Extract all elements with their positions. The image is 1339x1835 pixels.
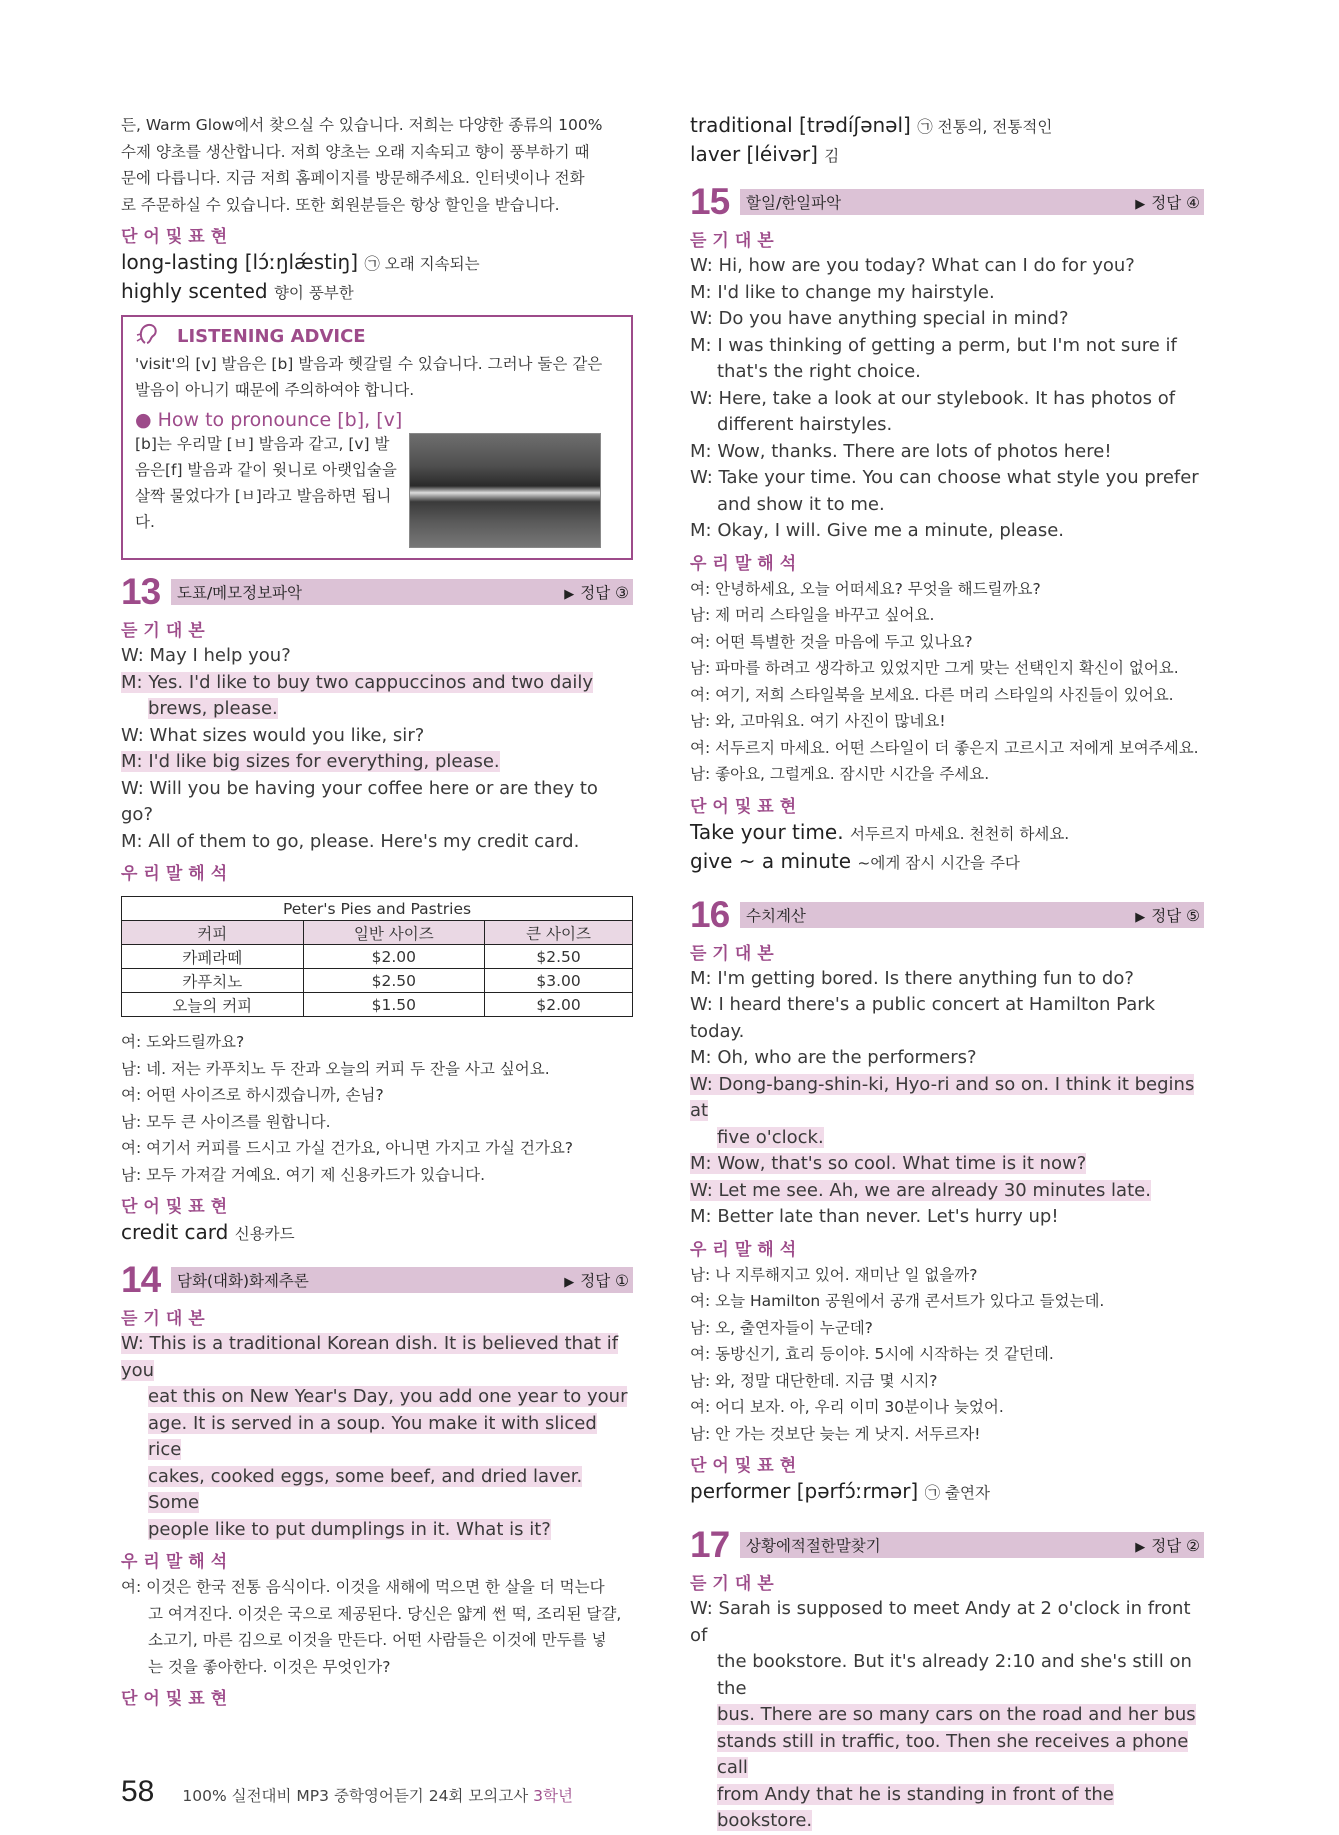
script-line: M: Yes. I'd like to buy two cappuccinos and two daily [121, 671, 594, 693]
translation-line: 소고기, 마른 김으로 이것을 만든다. 어떤 사람들은 이것에 만두를 넣 [148, 1631, 607, 1649]
table-cell: $2.50 [303, 969, 485, 993]
translation-line: 남: 안 가는 것보단 늦는 게 낫지. 서두르자! [690, 1424, 981, 1443]
translation-line: 남: 모두 큰 사이즈를 원합니다. [121, 1112, 331, 1131]
answer-badge: ▶ 정답 ③ [564, 584, 629, 602]
price-table [121, 896, 633, 1017]
table-header-row [122, 921, 633, 945]
script-line: W: Dong-bang-shin-ki, Hyo-ri and so on. I think it begins at [690, 1073, 1195, 1121]
script-line: W: This is a traditional Korean dish. It is believed that if you [121, 1333, 619, 1381]
translation-label: 우리말해석 [121, 864, 234, 884]
translation-line: 여: 안녕하세요, 오늘 어떠세요? 무엇을 해드릴까요? [690, 579, 1041, 598]
text-line: 음은[f] 발음과 같이 윗니로 아랫입술을 [135, 461, 397, 479]
question-header-13 [121, 571, 633, 612]
question-topic-bar [740, 1532, 1204, 1558]
page-number: 58 [121, 1775, 155, 1808]
script-label: 듣기대본 [690, 1574, 780, 1594]
script-line: M: I'm getting bored. Is there anything fun to do? [690, 967, 1134, 989]
answer-badge: ▶ 정답 ⑤ [1135, 906, 1200, 925]
text-line: 다. [135, 513, 155, 531]
script-line: W: Sarah is supposed to meet Andy at 2 o'clock in front of [690, 1598, 1191, 1646]
table-header: 커피 [122, 921, 304, 945]
script-line: people like to put dumplings in it. What is it? [148, 1518, 551, 1540]
script-line: W: Will you be having your coffee here or are they to go? [121, 777, 598, 825]
text-line: 살짝 물었다가 [ㅂ]라고 발음하면 됩니 [135, 487, 392, 505]
script-line: bus. There are so many cars on the road and her bus [717, 1704, 1196, 1725]
table-row [122, 945, 633, 969]
script-label: 듣기대본 [121, 621, 211, 641]
table-cell: 카푸치노 [122, 969, 304, 993]
question-header-15 [690, 181, 1204, 222]
table-cell: $2.00 [303, 945, 485, 969]
triangle-icon: ▶ [1135, 1540, 1146, 1555]
vocab-item: traditional [trədíʃənəl] ㉠ 전통의, 전통적인 [690, 113, 1053, 137]
vocab-item: performer [pərfɔ́ːrmər] ㉠ 출연자 [690, 1479, 990, 1503]
vocab-item: Take your time. 서두르지 마세요. 천천히 하세요. [690, 819, 1070, 844]
script-line: M: Okay, I will. Give me a minute, please. [690, 520, 1065, 541]
translation-line: 남: 와, 고마워요. 여기 사진이 많네요! [690, 712, 946, 730]
triangle-icon: ▶ [1135, 197, 1146, 212]
table-cell: $2.50 [485, 945, 633, 969]
script-line: M: Better late than never. Let's hurry up! [690, 1206, 1059, 1227]
vocab-item: highly scented 향이 풍부한 [121, 279, 354, 303]
script-line: M: All of them to go, please. Here's my credit card. [121, 830, 580, 852]
table-cell: $1.50 [303, 993, 485, 1017]
script-line: W: Take your time. You can choose what style you prefer [690, 467, 1199, 488]
vocab-label: 단어및표현 [121, 227, 234, 247]
script-line: M: Wow, thanks. There are lots of photos here! [690, 440, 1112, 462]
script-line: M: Wow, that's so cool. What time is it now? [690, 1153, 1087, 1174]
advice-body [135, 431, 397, 548]
intro-translation [121, 112, 633, 218]
page-footer [121, 1775, 573, 1809]
script-line: W: Hi, how are you today? What can I do for you? [690, 255, 1135, 276]
left-column [121, 112, 633, 1711]
triangle-icon: ▶ [564, 1275, 575, 1290]
table-row [122, 969, 633, 993]
script-line: stands still in traffic, too. Then she receives a phone call [717, 1730, 1189, 1778]
vocab-item: credit card 신용카드 [121, 1220, 295, 1244]
advice-title [135, 321, 619, 351]
translation-line: 여: 도와드릴까요? [121, 1033, 245, 1051]
question-topic: 도표/메모정보파악 [177, 584, 303, 602]
script-line: from Andy that he is standing in front of the bookstore. [717, 1783, 1114, 1831]
vocab-item: give ~ a minute ~에게 잠시 시간을 주다 [690, 848, 1020, 873]
question-number: 16 [690, 893, 730, 935]
question-topic-bar [171, 1267, 633, 1293]
script-line: W: Do you have anything special in mind? [690, 308, 1069, 329]
script-line: M: I was thinking of getting a perm, but I'm not sure if [690, 334, 1177, 356]
ear-icon [135, 321, 169, 352]
translation-line: 여: 오늘 Hamilton 공원에서 공개 콘서트가 있다고 들었는데. [690, 1292, 1105, 1310]
translation-line: 여: 여기서 커피를 드시고 가실 건가요, 아니면 가지고 가실 건가요? [121, 1139, 574, 1157]
translation-line: 남: 와, 정말 대단한데. 지금 몇 시지? [690, 1371, 938, 1390]
question-header-14 [121, 1259, 633, 1300]
script-line: cakes, cooked eggs, some beef, and dried laver. Some [148, 1465, 583, 1513]
right-column [690, 112, 1204, 1835]
text-line: 수제 양초를 생산합니다. 저희 양초는 오래 지속되고 향이 풍부하기 때 [121, 142, 590, 161]
translation-line: 여: 여기, 저희 스타일북을 보세요. 다른 머리 스타일의 사진들이 있어요. [690, 685, 1174, 704]
answer-badge: ▶ 정답 ④ [1135, 194, 1200, 212]
table-header: 큰 사이즈 [485, 921, 633, 945]
translation-line: 여: 어떤 사이즈로 하시겠습니까, 손님? [121, 1086, 384, 1104]
text-line: 문에 다릅니다. 지금 저희 홈페이지를 방문해주세요. 인터넷이나 전화 [121, 169, 585, 187]
script-line: that's the right choice. [717, 361, 921, 382]
script-line: W: What sizes would you like, sir? [121, 724, 425, 746]
script-line: W: I heard there's a public concert at Hamilton Park today. [690, 994, 1156, 1042]
text-line: [b]는 우리말 [ㅂ] 발음과 같고, [v] 발 [135, 435, 390, 453]
script-label: 듣기대본 [690, 943, 780, 964]
script-line: different hairstyles. [717, 414, 893, 435]
table-row [122, 993, 633, 1017]
vocab-label: 단어및표현 [121, 1689, 234, 1709]
translation-line: 남: 오, 출연자들이 누군데? [690, 1318, 873, 1337]
translation-label: 우리말해석 [121, 1552, 234, 1572]
listening-advice-box [121, 315, 633, 560]
lips-photo [409, 433, 601, 548]
vocab-label: 단어및표현 [690, 796, 803, 817]
script-line: W: Let me see. Ah, we are already 30 minutes late. [690, 1179, 1151, 1201]
table-cell: 오늘의 커피 [122, 993, 304, 1017]
question-topic: 수치계산 [746, 906, 806, 925]
translation-label: 우리말해석 [690, 1239, 803, 1260]
question-topic: 담화(대화)화제추론 [177, 1272, 309, 1290]
question-header-17 [690, 1524, 1204, 1565]
question-topic: 할일/한일파악 [746, 194, 842, 212]
script-line: W: Here, take a look at our stylebook. It has photos of [690, 387, 1176, 409]
table-caption: Peter's Pies and Pastries [122, 897, 633, 921]
translation-line: 남: 네. 저는 카푸치노 두 잔과 오늘의 커피 두 잔을 사고 싶어요. [121, 1059, 550, 1078]
text-line: 'visit'의 [v] 발음은 [b] 발음과 헷갈릴 수 있습니다. 그러나 둘은 같은 [135, 355, 603, 373]
script-line: M: I'd like to change my hairstyle. [690, 281, 995, 303]
question-number: 14 [121, 1259, 161, 1300]
vocab-item: long-lasting [lɔ́ːŋlǽstiŋ] ㉠ 오래 지속되는 [121, 250, 480, 274]
translation-line: 여: 이것은 한국 전통 음식이다. 이것을 새해에 먹으면 한 살을 더 먹는다 [121, 1578, 605, 1596]
script-line: age. It is served in a soup. You make it with sliced rice [148, 1412, 597, 1460]
table-cell: 카페라떼 [122, 945, 304, 969]
question-topic: 상황에적절한말찾기 [746, 1537, 881, 1555]
question-number: 15 [690, 181, 730, 222]
question-number: 13 [121, 571, 161, 612]
translation-line: 남: 제 머리 스타일을 바꾸고 싶어요. [690, 606, 935, 624]
text-line: 발음이 아니기 때문에 주의하여야 합니다. [135, 381, 415, 399]
script-line: eat this on New Year's Day, you add one year to your [148, 1386, 628, 1407]
table-header: 일반 사이즈 [303, 921, 485, 945]
script-line: W: May I help you? [121, 645, 291, 666]
translation-line: 남: 파마를 하려고 생각하고 있었지만 그게 맞는 선택인지 확신이 없어요. [690, 659, 1179, 677]
text-line: 로 주문하실 수 있습니다. 또한 회원분들은 항상 할인을 받습니다. [121, 195, 560, 214]
script-line: five o'clock. [717, 1126, 824, 1148]
script-label: 듣기대본 [121, 1309, 211, 1329]
question-header-16 [690, 893, 1204, 935]
question-topic-bar [171, 579, 633, 605]
translation-line: 여: 동방신기, 효리 등이야. 5시에 시작하는 것 같던데. [690, 1345, 1054, 1363]
translation-line: 여: 어디 보자. 아, 우리 이미 30분이나 늦었어. [690, 1398, 1004, 1416]
advice-title-text: LISTENING ADVICE [177, 325, 366, 347]
script-line: and show it to me. [717, 493, 885, 515]
script-line: the bookstore. But it's already 2:10 and she's still on the [717, 1651, 1192, 1699]
translation-line: 는 것을 좋아한다. 이것은 무엇인가? [148, 1657, 391, 1676]
question-number: 17 [690, 1524, 730, 1565]
translation-line: 고 여겨진다. 이것은 국으로 제공된다. 당신은 얇게 썬 떡, 조리된 달걀, [148, 1604, 622, 1623]
script-line: M: Oh, who are the performers? [690, 1047, 977, 1068]
question-topic-bar [740, 902, 1204, 928]
script-label: 듣기대본 [690, 231, 780, 251]
table-cell: $3.00 [485, 969, 633, 993]
triangle-icon: ▶ [1135, 909, 1146, 925]
triangle-icon: ▶ [564, 587, 575, 602]
script-line: M: I'd like big sizes for everything, please. [121, 751, 500, 772]
script-line: brews, please. [148, 698, 278, 719]
book-title: 100% 실전대비 MP3 중학영어듣기 24회 모의고사 3학년 [182, 1787, 573, 1805]
vocab-label: 단어및표현 [121, 1197, 234, 1217]
text-line: 든, Warm Glow에서 찾으실 수 있습니다. 저희는 다양한 종류의 100% [121, 116, 603, 134]
translation-line: 여: 서두르지 마세요. 어떤 스타일이 더 좋은지 고르시고 저에게 보여주세요. [690, 738, 1199, 757]
vocab-label: 단어및표현 [690, 1456, 803, 1476]
translation-line: 남: 나 지루해지고 있어. 재미난 일 없을까? [690, 1265, 978, 1284]
answer-badge: ▶ 정답 ② [1135, 1537, 1200, 1555]
answer-badge: ▶ 정답 ① [564, 1272, 629, 1290]
vocab-item: laver [léivər] 김 [690, 142, 840, 166]
question-topic-bar [740, 189, 1204, 215]
table-cell: $2.00 [485, 993, 633, 1017]
translation-line: 남: 좋아요, 그럴게요. 잠시만 시간을 주세요. [690, 765, 990, 783]
translation-label: 우리말해석 [690, 553, 803, 574]
advice-subheading: ● How to pronounce [b], [v] [135, 409, 403, 431]
translation-line: 남: 모두 가져갈 거예요. 여기 제 신용카드가 있습니다. [121, 1165, 485, 1184]
translation-line: 여: 어떤 특별한 것을 마음에 두고 있나요? [690, 632, 973, 651]
